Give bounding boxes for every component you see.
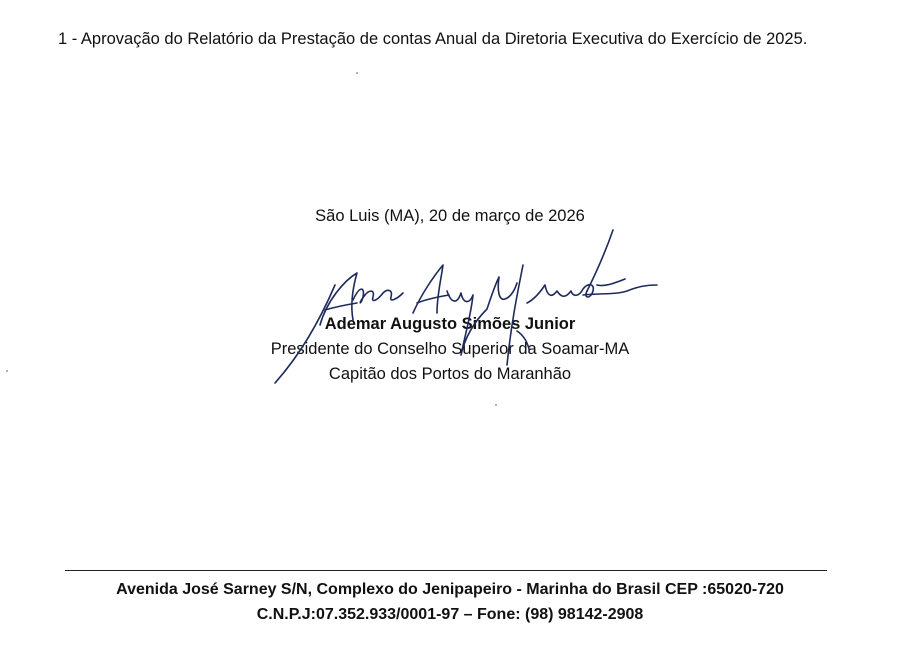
agenda-item: 1 - Aprovação do Relatório da Prestação de contas Anual da Diretoria Executiva do Exercício de 2025.	[58, 30, 808, 48]
footer-address: Avenida José Sarney S/N, Complexo do Jenipapeiro - Marinha do Brasil CEP :65020-720	[116, 581, 784, 598]
footer-divider	[65, 570, 827, 571]
scan-speck	[495, 404, 497, 406]
scan-speck	[356, 72, 358, 74]
footer	[0, 577, 900, 627]
signer-title: Capitão dos Portos do Maranhão	[328, 365, 572, 383]
signature-block	[0, 312, 900, 387]
signer-role: Presidente do Conselho Superior da Soamar-MA	[270, 340, 630, 358]
signer-name: Ademar Augusto Simões Junior	[324, 315, 576, 333]
place-and-date: São Luis (MA), 20 de março de 2026	[315, 207, 585, 225]
footer-contact: C.N.P.J:07.352.933/0001-97 – Fone: (98) 98142-2908	[256, 606, 644, 623]
scan-speck	[6, 370, 8, 372]
